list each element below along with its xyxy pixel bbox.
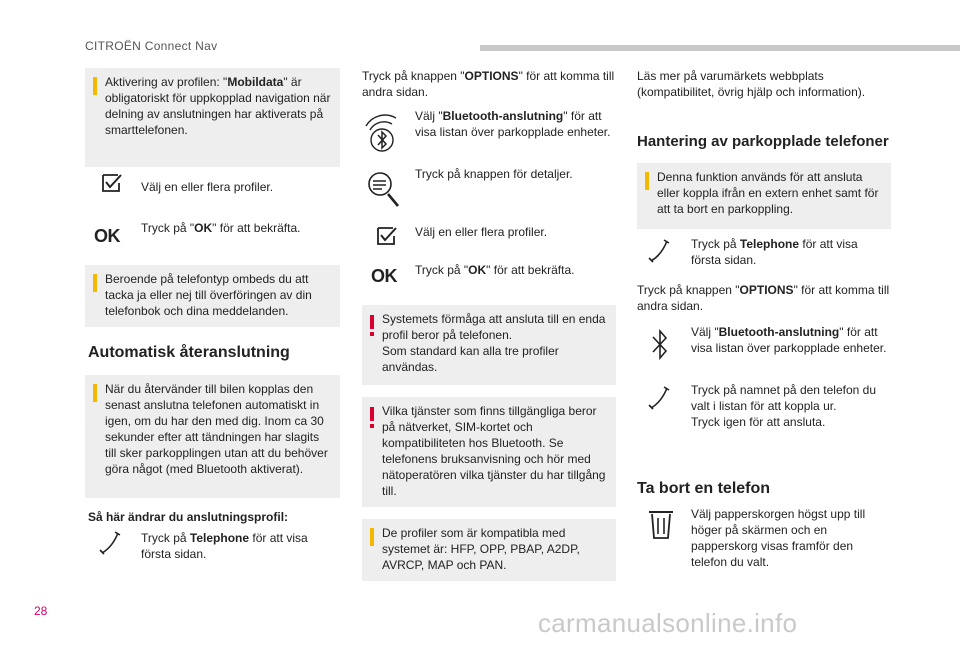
info-marker bbox=[93, 77, 97, 95]
warning-text: Vilka tjänster som finns tillgängliga beror på nätverket, SIM-kortet och kompatibiliteten hos Bluetooth. Se telefonens bruksanvisning och hör med nätoperatören vilka tjänster du har tillgång till. bbox=[382, 404, 606, 498]
heading-paired-phones: Hantering av parkopplade telefoner bbox=[637, 133, 889, 150]
step-ok-2: Tryck på "OK" för att bekräfta. bbox=[415, 263, 575, 277]
step-telephone: Tryck på Telephone för att visa första sidan. bbox=[141, 531, 308, 561]
info-marker bbox=[93, 274, 97, 292]
warning-marker-dot bbox=[370, 332, 374, 336]
bluetooth-search-icon bbox=[362, 112, 402, 154]
watermark: carmanualsonline.info bbox=[538, 608, 798, 638]
info-marker bbox=[93, 384, 97, 402]
info-box-profiles bbox=[362, 519, 616, 581]
phone-icon bbox=[648, 386, 670, 410]
info-text: Denna funktion används för att ansluta eller koppla ifrån en extern enhet samt för att ta bort en parkoppling. bbox=[657, 170, 879, 216]
info-box-auto-reconnect bbox=[85, 375, 340, 498]
info-box-mobildata bbox=[85, 68, 340, 167]
info-box-paired bbox=[637, 163, 891, 229]
step-bluetooth-2: Välj "Bluetooth-anslutning" för att visa listan över parkopplade enheter. bbox=[691, 325, 887, 355]
step-details: Tryck på knappen för detaljer. bbox=[415, 167, 573, 181]
info-text: När du återvänder till bilen kopplas den senast anslutna telefonen automatiskt in igen, om du har den med dig. Inom ca 30 sekunder efter att tändningen har slagits till sker parkopplingen utan att du behöver göra något (med Bluetooth aktiverat). bbox=[105, 382, 328, 476]
warning-marker bbox=[370, 407, 374, 421]
step-telephone-2: Tryck på Telephone för att visa första sidan. bbox=[691, 237, 858, 267]
page-number: 28 bbox=[34, 604, 48, 618]
heading-delete-phone: Ta bort en telefon bbox=[637, 480, 771, 497]
step-bluetooth: Välj "Bluetooth-anslutning" för att visa listan över parkopplade enheter. bbox=[415, 109, 611, 139]
phone-icon bbox=[648, 239, 670, 263]
step-trash: Välj papperskorgen högst upp till höger på skärmen och en papperskorg visas framför den telefon du valt. bbox=[691, 507, 866, 569]
bluetooth-icon bbox=[650, 327, 670, 363]
warning-marker-dot bbox=[370, 424, 374, 428]
header-title: CITROËN Connect Nav bbox=[85, 39, 218, 53]
warning-marker bbox=[370, 315, 374, 329]
info-marker bbox=[370, 528, 374, 546]
info-text: De profiler som är kompatibla med systemet är: HFP, OPP, PBAP, A2DP, AVRCP, MAP och PAN. bbox=[382, 526, 580, 572]
ok-icon: OK bbox=[94, 226, 120, 246]
phone-icon bbox=[99, 531, 121, 555]
warning-box-services bbox=[362, 397, 616, 507]
website-intro: Läs mer på varumärkets webbplats (kompatibilitet, övrig hjälp och information). bbox=[637, 69, 866, 99]
heading-auto-reconnect: Automatisk återanslutning bbox=[88, 344, 290, 361]
step-select-profiles: Välj en eller flera profiler. bbox=[141, 180, 274, 194]
details-magnifier-icon bbox=[366, 170, 402, 210]
warning-text: Systemets förmåga att ansluta till en enda profil beror på telefonen. Som standard kan alla tre profiler användas. bbox=[382, 312, 606, 374]
checkbox-check-icon bbox=[376, 226, 398, 246]
trash-icon bbox=[647, 510, 675, 540]
step-select-profiles-2: Välj en eller flera profiler. bbox=[415, 225, 548, 239]
warning-box-profile bbox=[362, 305, 616, 385]
info-marker bbox=[645, 172, 649, 190]
checkbox-check-icon bbox=[101, 173, 123, 193]
info-box-phonebook bbox=[85, 265, 340, 327]
header-bar bbox=[480, 45, 960, 51]
info-text: Beroende på telefontyp ombeds du att tacka ja eller nej till överföringen av din telefonbok och dina meddelanden. bbox=[105, 272, 312, 318]
ok-icon-2: OK bbox=[371, 266, 397, 286]
options-step: Tryck på knappen "OPTIONS" för att komma till andra sidan. bbox=[637, 283, 890, 313]
info-text: Aktivering av profilen: "Mobildata" är obligatoriskt för uppkopplad navigation när delning av anslutningen har aktiverats på smarttelefonen. bbox=[105, 75, 331, 137]
subheading-change-profile: Så här ändrar du anslutningsprofil: bbox=[88, 510, 289, 524]
step-ok: Tryck på "OK" för att bekräfta. bbox=[141, 221, 301, 235]
step-phone-name: Tryck på namnet på den telefon du valt i listan för att koppla ur. Tryck igen för att ansluta. bbox=[691, 383, 877, 429]
options-intro: Tryck på knappen "OPTIONS" för att komma till andra sidan. bbox=[362, 69, 615, 99]
